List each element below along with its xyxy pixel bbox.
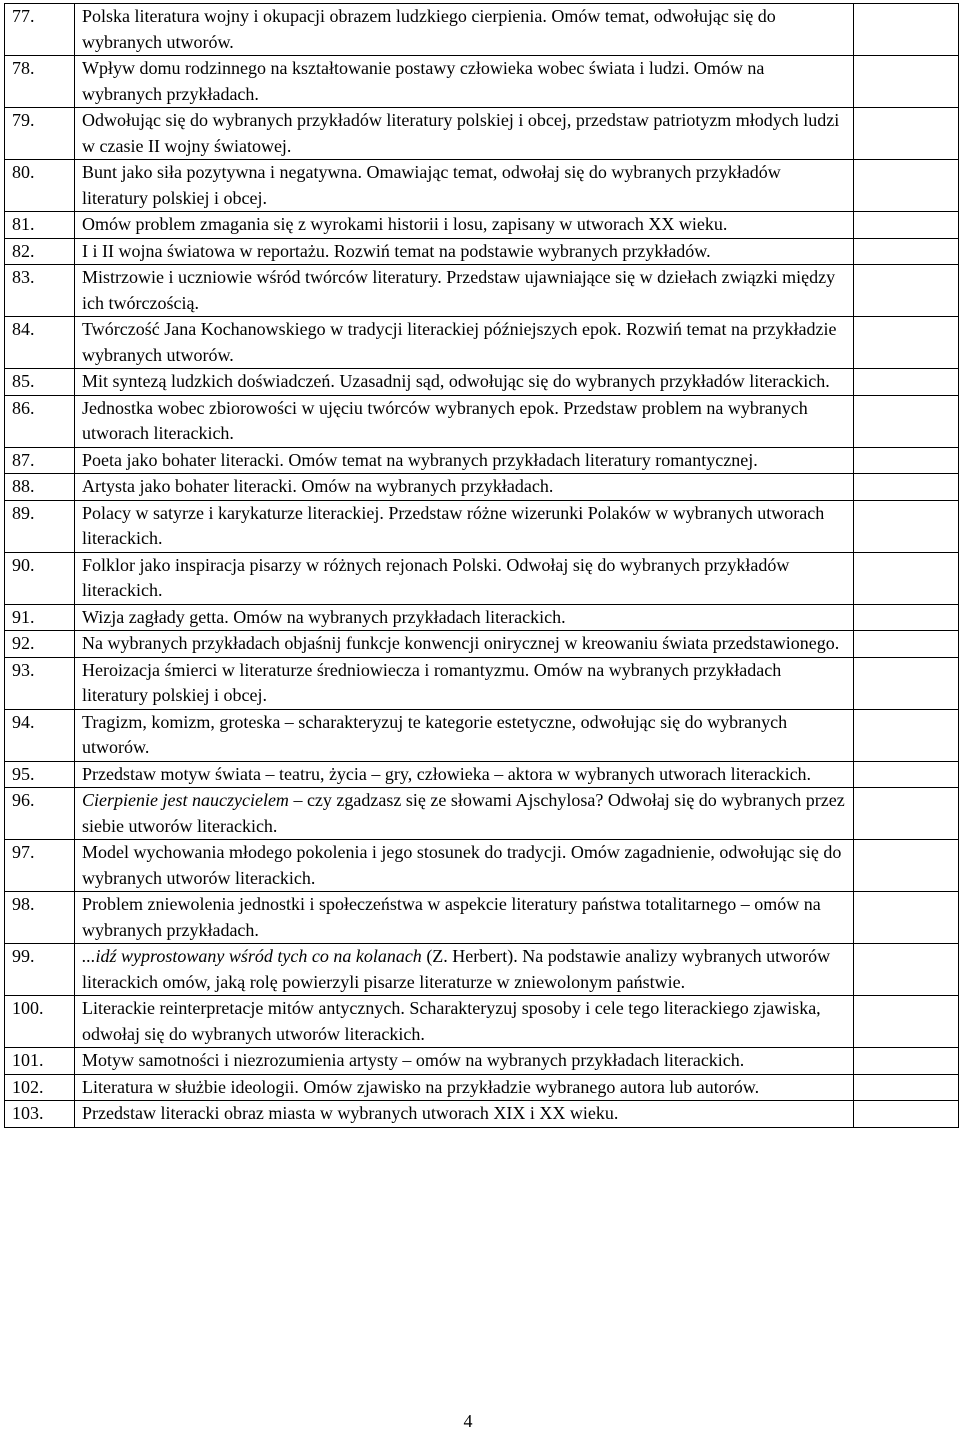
topic-text-cell (75, 996, 854, 1048)
topic-text-cell (75, 369, 854, 396)
page-number: 4 (463, 1411, 473, 1431)
topic-number: 96. (5, 788, 75, 840)
topic-notes-cell (854, 788, 959, 840)
topic-text: Model wychowania młodego pokolenia i jego stosunek do tradycji. Omów zagadnienie, odwołując się do wybranych utworów literackich. (82, 842, 842, 888)
topic-text: Omów problem zmagania się z wyrokami historii i losu, zapisany w utworach XX wieku. (82, 214, 728, 234)
topic-text-cell (75, 761, 854, 788)
topic-text-cell (75, 160, 854, 212)
topic-text: Przedstaw literacki obraz miasta w wybranych utworach XIX i XX wieku. (82, 1103, 619, 1123)
topic-text-cell (75, 788, 854, 840)
topic-text: – czy zgadzasz się ze słowami Ajschylosa? Odwołaj się do wybranych przez siebie utworów literackich. (82, 790, 845, 836)
topic-number: 88. (5, 474, 75, 501)
topic-row (5, 552, 959, 604)
topic-text-cell (75, 1048, 854, 1075)
topic-notes-cell (854, 395, 959, 447)
topic-text: Bunt jako siła pozytywna i negatywna. Omawiając temat, odwołaj się do wybranych przykładów literatury polskiej i obcej. (82, 162, 781, 208)
topic-notes-cell (854, 238, 959, 265)
topic-text: (Z. Herbert). Na podstawie analizy wybranych utworów literackich omów, jaką rolę powierzyli pisarze literaturze w zniewolonym państwie. (82, 946, 831, 992)
topic-row (5, 788, 959, 840)
topic-text: Artysta jako bohater literacki. Omów na wybranych przykładach. (82, 476, 554, 496)
topic-text-cell (75, 631, 854, 658)
topic-number: 81. (5, 212, 75, 239)
topic-row (5, 4, 959, 56)
topic-row (5, 892, 959, 944)
topic-text-cell (75, 944, 854, 996)
topics-table (4, 3, 959, 1128)
topic-text: Folklor jako inspiracja pisarzy w różnych rejonach Polski. Odwołaj się do wybranych przykładów literackich. (82, 554, 790, 600)
topic-text: Heroizacja śmierci w literaturze średniowiecza i romantyzmu. Omów na wybranych przykładach literatury polskiej i obcej. (82, 659, 782, 705)
topic-row (5, 238, 959, 265)
topic-text-cell (75, 892, 854, 944)
topic-notes-cell (854, 369, 959, 396)
topic-number: 92. (5, 631, 75, 658)
topic-text: Polska literatura wojny i okupacji obrazem ludzkiego cierpienia. Omów temat, odwołując się do wybranych utworów. (82, 6, 776, 52)
topic-notes-cell (854, 1074, 959, 1101)
topic-row (5, 709, 959, 761)
topic-text-cell (75, 212, 854, 239)
topic-notes-cell (854, 996, 959, 1048)
topic-number: 87. (5, 447, 75, 474)
topic-text-cell (75, 709, 854, 761)
topic-notes-cell (854, 447, 959, 474)
topic-text-cell (75, 238, 854, 265)
topic-text: Jednostka wobec zbiorowości w ujęciu twórców wybranych epok. Przedstaw problem na wybranych utworach literackich. (82, 397, 808, 443)
topic-row (5, 212, 959, 239)
topic-number: 84. (5, 317, 75, 369)
topic-notes-cell (854, 657, 959, 709)
topic-text-cell (75, 474, 854, 501)
topic-notes-cell (854, 761, 959, 788)
topic-number: 91. (5, 604, 75, 631)
topic-notes-cell (854, 631, 959, 658)
topic-notes-cell (854, 840, 959, 892)
topic-number: 78. (5, 56, 75, 108)
topic-notes-cell (854, 552, 959, 604)
topic-text: Motyw samotności i niezrozumienia artysty – omów na wybranych przykładach literackich. (82, 1050, 745, 1070)
topic-row (5, 604, 959, 631)
topic-notes-cell (854, 604, 959, 631)
topic-row (5, 944, 959, 996)
topic-text: I i II wojna światowa w reportażu. Rozwiń temat na podstawie wybranych przykładów. (82, 240, 711, 261)
topic-row (5, 160, 959, 212)
topic-number: 101. (5, 1048, 75, 1075)
topic-row (5, 1048, 959, 1075)
topic-number: 83. (5, 265, 75, 317)
topic-row (5, 1101, 959, 1128)
topic-row (5, 369, 959, 396)
topic-notes-cell (854, 1048, 959, 1075)
topic-quote: Cierpienie jest nauczycielem (82, 790, 289, 810)
topic-notes-cell (854, 317, 959, 369)
topic-row (5, 395, 959, 447)
topics-table-body (5, 4, 959, 1128)
topic-number: 89. (5, 500, 75, 552)
topic-notes-cell (854, 56, 959, 108)
topic-text: Tragizm, komizm, groteska – scharakteryzuj te kategorie estetyczne, odwołując się do wybranych utworów. (82, 711, 788, 757)
topic-text: Mistrzowie i uczniowie wśród twórców literatury. Przedstaw ujawniające się w dziełach związki między ich twórczością. (82, 267, 836, 313)
topic-row (5, 761, 959, 788)
topic-row (5, 56, 959, 108)
topic-number: 97. (5, 840, 75, 892)
topic-number: 82. (5, 238, 75, 265)
topic-notes-cell (854, 265, 959, 317)
topic-number: 100. (5, 996, 75, 1048)
topic-text-cell (75, 657, 854, 709)
topic-text: Odwołując się do wybranych przykładów literatury polskiej i obcej, przedstaw patriotyzm młodych ludzi w czasie II wojny światowej. (82, 110, 840, 156)
topic-notes-cell (854, 4, 959, 56)
topic-number: 80. (5, 160, 75, 212)
topic-text-cell (75, 604, 854, 631)
topic-row (5, 1074, 959, 1101)
topic-text: Twórczość Jana Kochanowskiego w tradycji literackiej późniejszych epok. Rozwiń temat na przykładzie wybranych utworów. (82, 319, 837, 365)
topic-text-cell (75, 1101, 854, 1128)
topic-notes-cell (854, 709, 959, 761)
topic-notes-cell (854, 474, 959, 501)
topic-text: Polacy w satyrze i karykaturze literackiej. Przedstaw różne wizerunki Polaków w wybranych utworach literackich. (82, 502, 825, 548)
topic-text-cell (75, 4, 854, 56)
topic-text: Literackie reinterpretacje mitów antycznych. Scharakteryzuj sposoby i cele tego literackiego zjawiska, odwołaj się do wybranych utworów literackich. (82, 998, 821, 1044)
topic-text-cell (75, 265, 854, 317)
topic-notes-cell (854, 500, 959, 552)
topic-text-cell (75, 395, 854, 447)
topic-number: 77. (5, 4, 75, 56)
topic-number: 93. (5, 657, 75, 709)
topic-number: 85. (5, 369, 75, 396)
topic-text: Literatura w służbie ideologii. Omów zjawisko na przykładzie wybranego autora lub autorów. (82, 1076, 760, 1097)
topic-number: 102. (5, 1074, 75, 1101)
topic-number: 94. (5, 709, 75, 761)
topic-number: 103. (5, 1101, 75, 1128)
topic-row (5, 317, 959, 369)
topic-row (5, 840, 959, 892)
topic-text: Mit syntezą ludzkich doświadczeń. Uzasadnij sąd, odwołując się do wybranych przykładów literackich. (82, 371, 830, 391)
topic-row (5, 996, 959, 1048)
topic-text-cell (75, 56, 854, 108)
topic-text: Poeta jako bohater literacki. Omów temat na wybranych przykładach literatury romantycznej. (82, 449, 758, 470)
topic-number: 86. (5, 395, 75, 447)
topic-text: Problem zniewolenia jednostki i społeczeństwa w aspekcie literatury państwa totalitarnego – omów na wybranych przykładach. (82, 894, 821, 940)
topic-text: Przedstaw motyw świata – teatru, życia – gry, człowieka – aktora w wybranych utworach literackich. (82, 763, 812, 784)
topic-text: Wpływ domu rodzinnego na kształtowanie postawy człowieka wobec świata i ludzi. Omów na wybranych przykładach. (82, 58, 765, 104)
topic-row (5, 500, 959, 552)
topic-notes-cell (854, 160, 959, 212)
topic-row (5, 265, 959, 317)
topic-row (5, 631, 959, 658)
topic-text-cell (75, 840, 854, 892)
topic-text-cell (75, 317, 854, 369)
topic-row (5, 447, 959, 474)
topic-text-cell (75, 447, 854, 474)
topic-row (5, 657, 959, 709)
topic-row (5, 474, 959, 501)
topic-text-cell (75, 500, 854, 552)
topic-notes-cell (854, 212, 959, 239)
topic-notes-cell (854, 944, 959, 996)
topic-number: 90. (5, 552, 75, 604)
topic-notes-cell (854, 1101, 959, 1128)
topic-text: Wizja zagłady getta. Omów na wybranych przykładach literackich. (82, 606, 566, 627)
topic-number: 98. (5, 892, 75, 944)
topic-text-cell (75, 108, 854, 160)
topic-notes-cell (854, 108, 959, 160)
topic-row (5, 108, 959, 160)
topic-text-cell (75, 1074, 854, 1101)
topic-notes-cell (854, 892, 959, 944)
topic-number: 99. (5, 944, 75, 996)
topic-quote: ...idź wyprostowany wśród tych co na kolanach (82, 946, 422, 966)
topic-text: Na wybranych przykładach objaśnij funkcje konwencji onirycznej w kreowaniu świata przedstawionego. (82, 633, 840, 653)
topic-text-cell (75, 552, 854, 604)
topic-number: 95. (5, 761, 75, 788)
topic-number: 79. (5, 108, 75, 160)
